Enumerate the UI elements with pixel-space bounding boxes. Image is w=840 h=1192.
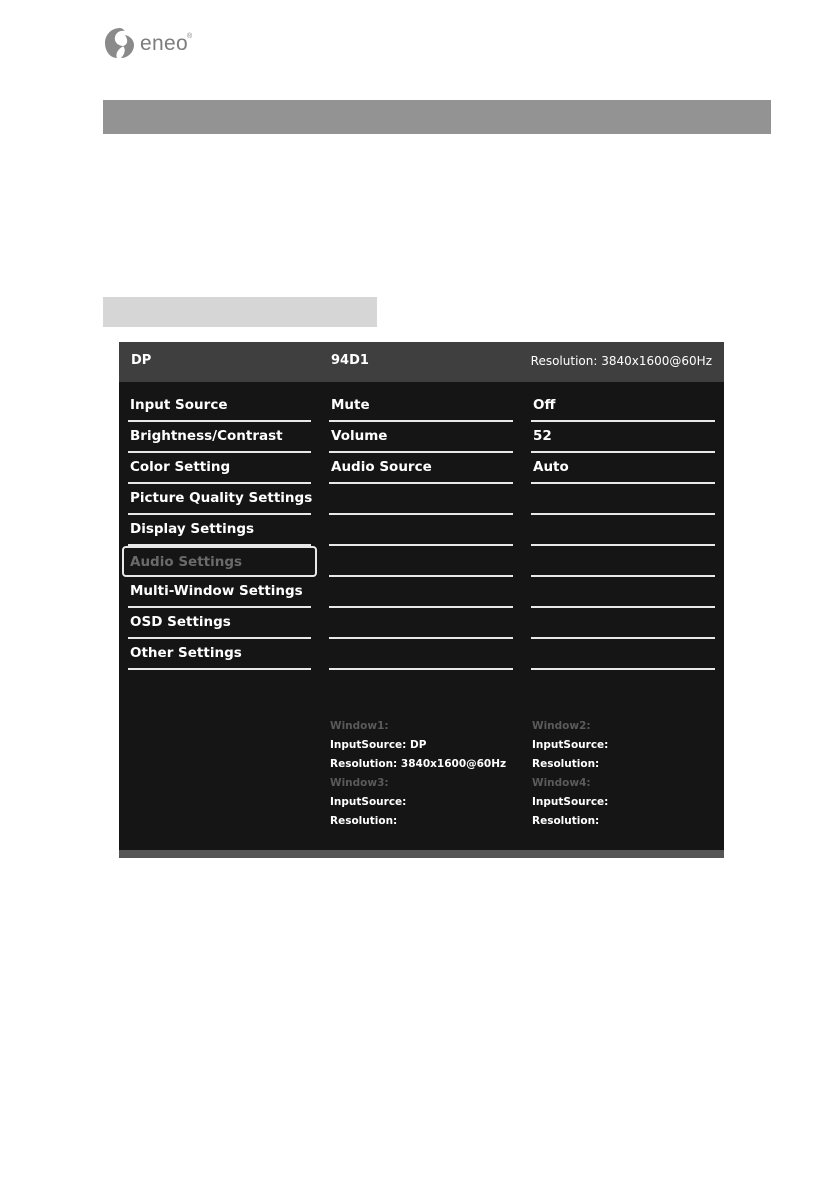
osd-menu-list xyxy=(128,391,311,670)
eneo-logo xyxy=(103,27,223,67)
window3-label: Window3: xyxy=(330,777,389,789)
submenu-item-empty xyxy=(329,484,513,515)
submenu-item-empty xyxy=(329,515,513,546)
value-audio-source[interactable]: Auto xyxy=(531,453,715,484)
osd-value-list xyxy=(531,391,715,670)
window2-label: Window2: xyxy=(532,720,591,732)
menu-item-osd-settings[interactable]: OSD Settings xyxy=(128,608,311,639)
osd-menu-screen xyxy=(119,342,724,858)
value-empty xyxy=(531,546,715,577)
subsection-header-bar xyxy=(103,297,377,327)
eneo-logo-mark-icon xyxy=(103,27,137,59)
window4-resolution: Resolution: xyxy=(532,815,600,827)
menu-item-other-settings[interactable]: Other Settings xyxy=(128,639,311,670)
logo-wordmark: eneo xyxy=(140,32,188,55)
value-volume[interactable]: 52 xyxy=(531,422,715,453)
value-empty xyxy=(531,484,715,515)
menu-item-brightness-contrast[interactable]: Brightness/Contrast xyxy=(128,422,311,453)
window-info-right xyxy=(532,717,608,831)
value-empty xyxy=(531,577,715,608)
menu-item-color-setting[interactable]: Color Setting xyxy=(128,453,311,484)
window2-input-source: InputSource: xyxy=(532,739,609,751)
submenu-item-empty xyxy=(329,546,513,577)
section-header-bar xyxy=(103,100,771,134)
window-info-left xyxy=(330,717,506,831)
window4-label: Window4: xyxy=(532,777,591,789)
submenu-item-mute[interactable]: Mute xyxy=(329,391,513,422)
osd-resolution: Resolution: 3840x1600@60Hz xyxy=(530,354,712,368)
value-empty xyxy=(531,608,715,639)
osd-status-bar xyxy=(119,342,724,382)
menu-item-input-source[interactable]: Input Source xyxy=(128,391,311,422)
submenu-item-empty xyxy=(329,639,513,670)
window1-resolution: Resolution: 3840x1600@60Hz xyxy=(330,758,507,770)
submenu-item-empty xyxy=(329,608,513,639)
submenu-item-empty xyxy=(329,577,513,608)
window2-resolution: Resolution: xyxy=(532,758,600,770)
osd-model: 94D1 xyxy=(331,353,369,368)
osd-submenu-list xyxy=(329,391,513,670)
submenu-item-volume[interactable]: Volume xyxy=(329,422,513,453)
menu-item-picture-quality[interactable]: Picture Quality Settings xyxy=(128,484,311,515)
window3-input-source: InputSource: xyxy=(330,796,407,808)
value-empty xyxy=(531,515,715,546)
menu-item-display-settings[interactable]: Display Settings xyxy=(128,515,311,546)
value-empty xyxy=(531,639,715,670)
window4-input-source: InputSource: xyxy=(532,796,609,808)
submenu-item-audio-source[interactable]: Audio Source xyxy=(329,453,513,484)
logo-registered-mark: ® xyxy=(187,33,193,40)
menu-item-multi-window[interactable]: Multi-Window Settings xyxy=(128,577,311,608)
window1-label: Window1: xyxy=(330,720,389,732)
osd-bottom-bar xyxy=(119,850,724,858)
value-mute[interactable]: Off xyxy=(531,391,715,422)
osd-input-source: DP xyxy=(131,353,152,368)
window3-resolution: Resolution: xyxy=(330,815,398,827)
window1-input-source: InputSource: DP xyxy=(330,739,427,751)
menu-item-audio-settings[interactable]: Audio Settings xyxy=(122,546,317,577)
